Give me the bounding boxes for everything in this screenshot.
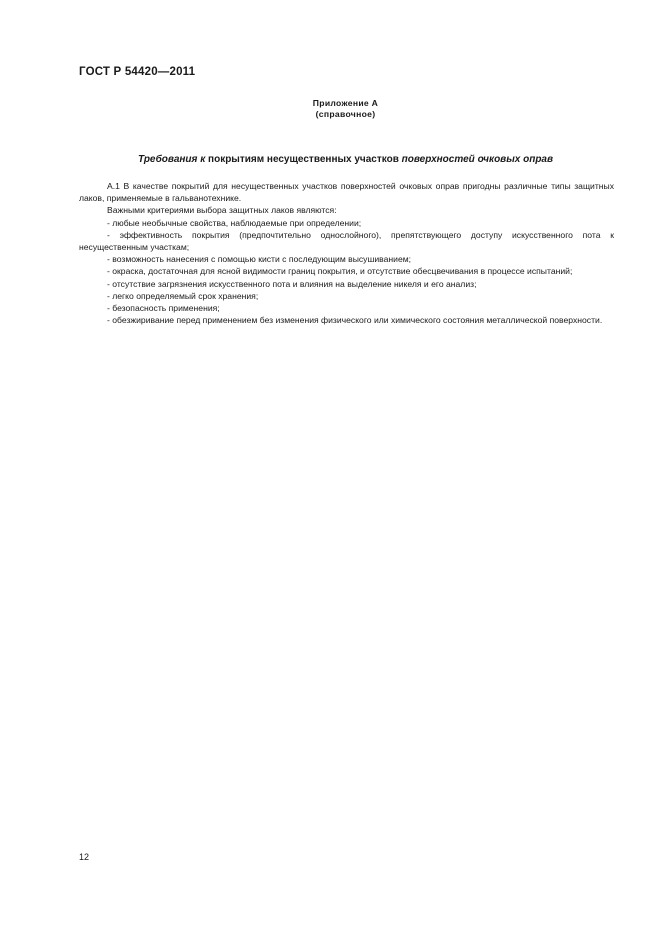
list-item: - любые необычные свойства, наблюдаемые при определении; [107,217,362,228]
document-header: ГОСТ Р 54420—2011 [79,66,196,78]
list-item: - возможность нанесения с помощью кисти с последующим высушиванием; [107,254,412,265]
paragraph-a1: А.1 В качестве покрытий для несущественных участков поверхностей очковых оправ пригодны различные типы защитных лаков, применяемые в гальванотехнике. [79,181,614,204]
list-item: - обезжиривание перед применением без изменения физического или химического состояния металлической поверхности. [107,315,603,326]
list-item: - окраска, достаточная для ясной видимости границ покрытия, и отсутствие обесцвечивания в процессе испытаний; [107,266,573,277]
list-item: - отсутствие загрязнения искусственного пота и влияния на выделение никеля и его анализ; [107,278,477,289]
title-part-1: Требования к [137,154,206,165]
list-item: - легко определяемый срок хранения; [107,290,259,301]
page-number: 12 [79,852,90,862]
section-title [0,154,661,165]
title-part-3: поверхностей очковых оправ [401,154,554,165]
appendix-heading [0,98,661,120]
appendix-label: Приложение А [312,98,379,108]
document-body [79,180,614,326]
list-item: - эффективность покрытия (предпочтительно однослойного), препятствующего доступу искусственного пота к несущественным участкам; [79,229,614,253]
title-part-2: покрытиям несущественных участков [205,154,402,165]
list-item: - безопасность применения; [107,303,220,314]
paragraph-criteria-intro: Важными критериями выбора защитных лаков являются: [107,205,337,216]
appendix-type: (справочное) [315,109,376,119]
